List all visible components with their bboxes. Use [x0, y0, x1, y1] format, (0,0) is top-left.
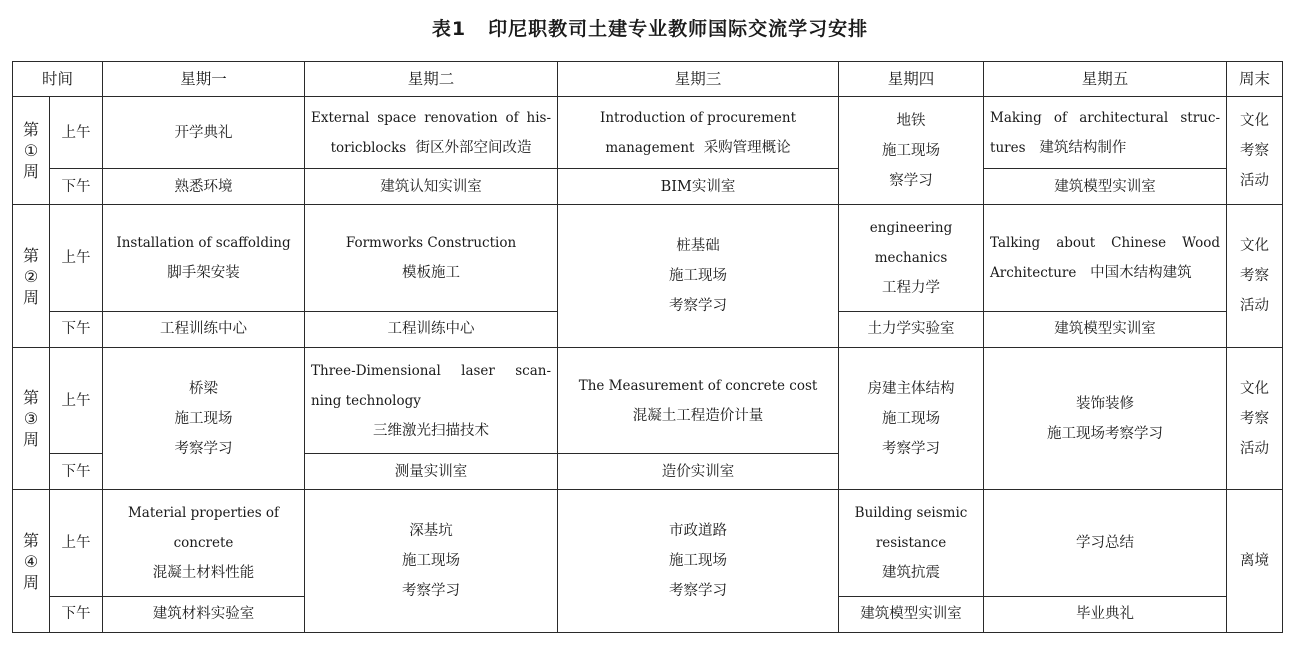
- header-tuesday: 星期二: [305, 62, 558, 97]
- header-friday: 星期五: [984, 62, 1227, 97]
- week3-wed-am: The Measurement of concrete cost 混凝土工程造价计量: [558, 347, 839, 453]
- week1-fri-pm: 建筑模型实训室: [984, 169, 1227, 205]
- week1-thu: 地铁 施工现场 察学习: [839, 97, 984, 205]
- week2-mon-am: Installation of scaffolding 脚手架安装: [103, 205, 305, 311]
- week1-pm-slot: 下午: [50, 169, 103, 205]
- week3-mon: 桥梁 施工现场 考察学习: [103, 347, 305, 489]
- schedule-table: [12, 61, 1283, 633]
- week4-mon-am: Material properties of concrete 混凝土材料性能: [103, 490, 305, 596]
- week3-fri: 装饰装修 施工现场考察学习: [984, 347, 1227, 489]
- week1-mon-pm: 熟悉环境: [103, 169, 305, 205]
- week4-thu-am: Building seismic resistance 建筑抗震: [839, 490, 984, 596]
- week2-am-slot: 上午: [50, 205, 103, 311]
- week1-weekend: 文化 考察 活动: [1227, 97, 1283, 205]
- caption-number: 表1: [431, 18, 467, 40]
- week1-tue-pm: 建筑认知实训室: [305, 169, 558, 205]
- week2-fri-am: Talking about Chinese Wood Architecture 中国木结构建筑: [984, 205, 1227, 311]
- week2-fri-pm: 建筑模型实训室: [984, 311, 1227, 347]
- table-caption: [0, 14, 1300, 41]
- week3-pm-slot: 下午: [50, 454, 103, 490]
- week4-pm-slot: 下午: [50, 596, 103, 632]
- week4-mon-pm: 建筑材料实验室: [103, 596, 305, 632]
- week4-label: 第 ④ 周: [13, 490, 50, 633]
- week1-wed-am: Introduction of procurement management 采购管理概论: [558, 97, 839, 169]
- week4-tue: 深基坑 施工现场 考察学习: [305, 490, 558, 633]
- week2-weekend: 文化 考察 活动: [1227, 205, 1283, 347]
- week2-am-row: [13, 205, 1283, 311]
- week2-thu-am: engineering mechanics 工程力学: [839, 205, 984, 311]
- header-time: 时间: [13, 62, 103, 97]
- week1-fri-am: Making of architectural struc- tures 建筑结构制作: [984, 97, 1227, 169]
- week4-am-slot: 上午: [50, 490, 103, 596]
- week1-am-slot: 上午: [50, 97, 103, 169]
- week2-wed: 桩基础 施工现场 考察学习: [558, 205, 839, 347]
- week2-tue-pm: 工程训练中心: [305, 311, 558, 347]
- week3-tue-am: Three-Dimensional laser scan- ning technology 三维激光扫描技术: [305, 347, 558, 453]
- week4-thu-pm: 建筑模型实训室: [839, 596, 984, 632]
- week1-label: 第 ① 周: [13, 97, 50, 205]
- week1-am-row: [13, 97, 1283, 169]
- week2-thu-pm: 土力学实验室: [839, 311, 984, 347]
- week3-wed-pm: 造价实训室: [558, 454, 839, 490]
- week2-label: 第 ② 周: [13, 205, 50, 347]
- week1-tue-am: External space renovation of his- toricblocks 街区外部空间改造: [305, 97, 558, 169]
- week3-weekend: 文化 考察 活动: [1227, 347, 1283, 489]
- week2-pm-slot: 下午: [50, 311, 103, 347]
- week3-tue-pm: 测量实训室: [305, 454, 558, 490]
- week1-mon-am: 开学典礼: [103, 97, 305, 169]
- week1-pm-row: [13, 169, 1283, 205]
- header-thursday: 星期四: [839, 62, 984, 97]
- week3-am-slot: 上午: [50, 347, 103, 453]
- week4-weekend: 离境: [1227, 490, 1283, 633]
- header-row: [13, 62, 1283, 97]
- week4-am-row: [13, 490, 1283, 596]
- week4-fri-am: 学习总结: [984, 490, 1227, 596]
- week4-wed: 市政道路 施工现场 考察学习: [558, 490, 839, 633]
- week2-mon-pm: 工程训练中心: [103, 311, 305, 347]
- week3-am-row: [13, 347, 1283, 453]
- week4-fri-pm: 毕业典礼: [984, 596, 1227, 632]
- week2-tue-am: Formworks Construction 模板施工: [305, 205, 558, 311]
- header-wednesday: 星期三: [558, 62, 839, 97]
- week3-thu: 房建主体结构 施工现场 考察学习: [839, 347, 984, 489]
- week1-wed-pm: BIM实训室: [558, 169, 839, 205]
- week3-label: 第 ③ 周: [13, 347, 50, 489]
- header-weekend: 周末: [1227, 62, 1283, 97]
- header-monday: 星期一: [103, 62, 305, 97]
- caption-title: 印尼职教司土建专业教师国际交流学习安排: [488, 18, 869, 40]
